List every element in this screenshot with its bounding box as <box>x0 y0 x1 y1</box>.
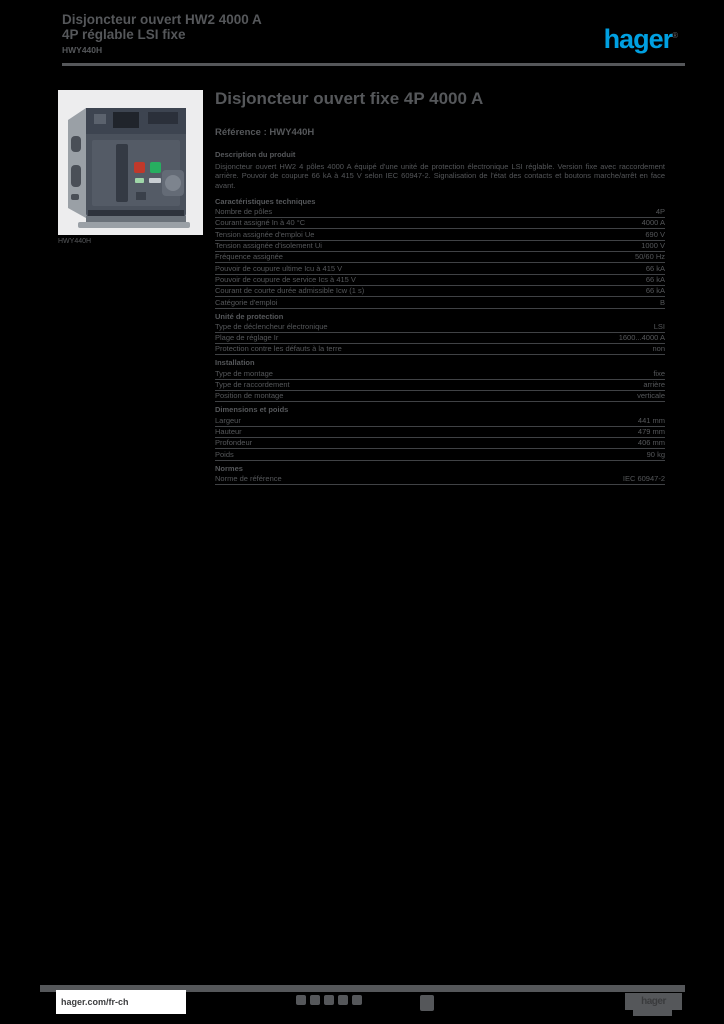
footer-brand-logo: hager <box>625 993 682 1010</box>
spec-row: Courant assigné In à 40 °C 4000 A <box>215 218 665 228</box>
spec-row: Protection contre les défauts à la terre non <box>215 344 665 354</box>
linkedin-icon[interactable] <box>324 995 334 1005</box>
spec-row: Tension assignée d'emploi Ue 690 V <box>215 229 665 239</box>
spec-section-heading: Normes <box>215 463 243 473</box>
spec-row: Largeur 441 mm <box>215 415 665 425</box>
spec-table <box>215 194 665 485</box>
header-title-line2: 4P réglable LSI fixe <box>62 27 186 42</box>
description-text: Disjoncteur ouvert HW2 4 pôles 4000 A équipé d'une unité de protection électronique LSI réglable. Version fixe avec raccordement arrière. Pouvoir de coupure 66 kA à 415 V selon IEC 60947-2. Signalisation de l'état des contacts et boutons marche/arrêt en face avant. <box>215 162 665 190</box>
header-title-line1: Disjoncteur ouvert HW2 4000 A <box>62 12 262 27</box>
spec-row: Hauteur 479 mm <box>215 426 665 436</box>
instagram-icon[interactable] <box>352 995 362 1005</box>
spec-section-heading: Installation <box>215 358 255 368</box>
registered-mark-icon: ® <box>672 31 678 40</box>
footer-brand-tagline <box>633 1010 672 1016</box>
facebook-icon[interactable] <box>296 995 306 1005</box>
spec-section-heading: Caractéristiques techniques <box>215 196 316 206</box>
spec-row: Plage de réglage Ir 1600...4000 A <box>215 333 665 343</box>
hager-logo: hager® <box>603 24 678 54</box>
product-details <box>215 88 665 485</box>
social-icons <box>296 995 362 1005</box>
product-title: Disjoncteur ouvert fixe 4P 4000 A <box>215 89 484 108</box>
spec-section-heading: Dimensions et poids <box>215 405 289 415</box>
header-reference: HWY440H <box>62 45 103 55</box>
pinterest-icon[interactable] <box>420 995 434 1011</box>
website-link[interactable]: hager.com/fr-ch <box>61 997 129 1007</box>
spec-row: Pouvoir de coupure de service Ics à 415 V 66 kA <box>215 274 665 284</box>
product-photo <box>58 90 203 235</box>
website-box <box>56 990 186 1014</box>
product-reference: Référence : HWY440H <box>215 127 315 138</box>
spec-row: Tension assignée d'isolement Ui 1000 V <box>215 241 665 251</box>
spec-row: Courant de courte durée admissible Icw (1 s) 66 kA <box>215 286 665 296</box>
header <box>62 12 402 55</box>
spec-row: Type de montage fixe <box>215 368 665 378</box>
spec-row: Type de raccordement arrière <box>215 380 665 390</box>
spec-row: Catégorie d'emploi B <box>215 297 665 307</box>
spec-row: Poids 90 kg <box>215 449 665 459</box>
spec-row: Norme de référence IEC 60947-2 <box>215 473 665 483</box>
header-divider <box>62 63 685 66</box>
spec-row: Nombre de pôles 4P <box>215 207 665 217</box>
photo-caption: HWY440H <box>58 238 92 245</box>
spec-row: Position de montage verticale <box>215 391 665 401</box>
x-twitter-icon[interactable] <box>310 995 320 1005</box>
description-heading: Description du produit <box>215 150 296 159</box>
spec-section-heading: Unité de protection <box>215 311 284 321</box>
youtube-icon[interactable] <box>338 995 348 1005</box>
spec-row: Fréquence assignée 50/60 Hz <box>215 252 665 262</box>
spec-row: Type de déclencheur électronique LSI <box>215 321 665 331</box>
circuit-breaker-image <box>58 90 203 235</box>
spec-row: Pouvoir de coupure ultime Icu à 415 V 66 kA <box>215 263 665 273</box>
spec-row: Profondeur 406 mm <box>215 438 665 448</box>
